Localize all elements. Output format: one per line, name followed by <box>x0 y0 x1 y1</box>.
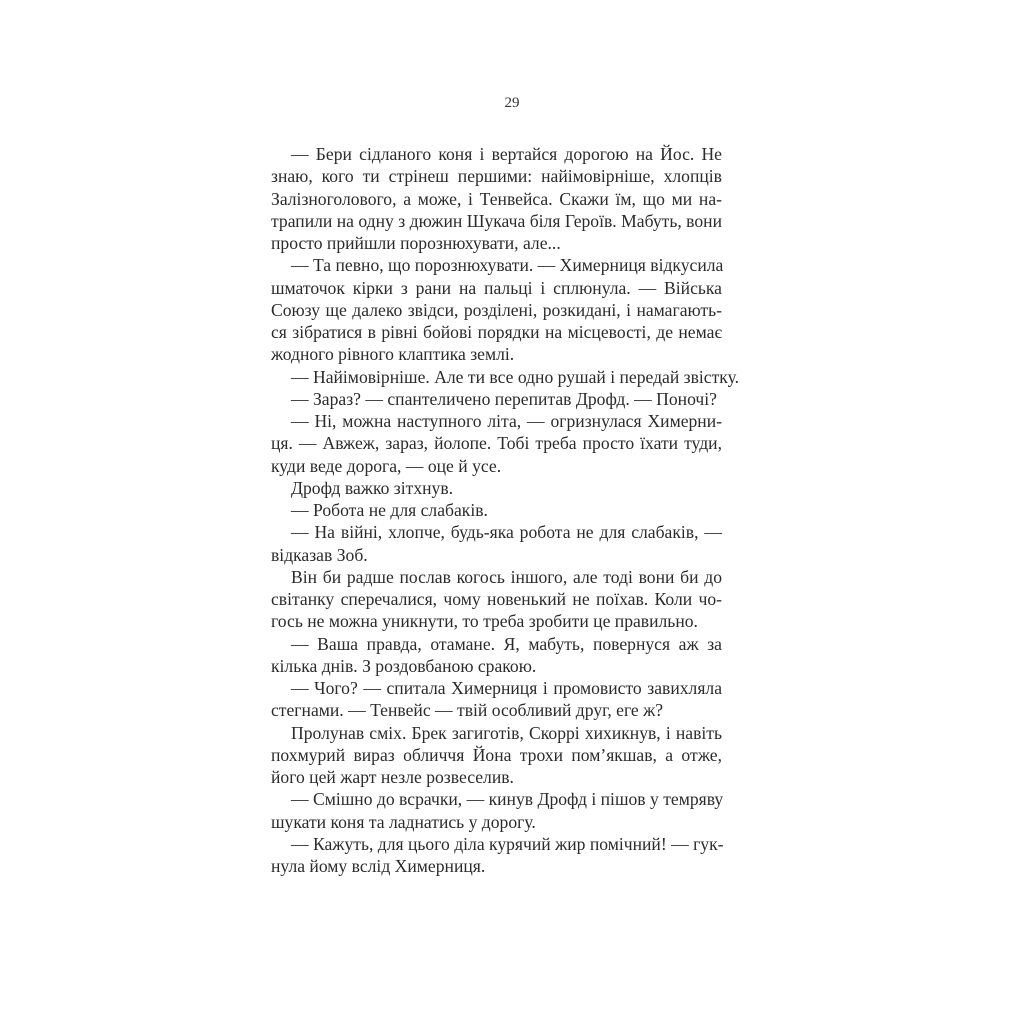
text-line: Він би радше послав когось іншого, але тоді вони би до <box>291 566 722 587</box>
text-line: гось не можна уникнути, то треба зробити це правильно. <box>271 611 698 632</box>
text-line: Пролунав сміх. Брек загиготів, Скоррі хихикнув, і навіть <box>291 722 722 743</box>
text-line: — Робота не для слабаків. <box>291 500 488 520</box>
text-line: просто прийшли порознюхувати, але... <box>271 233 561 253</box>
text-line: — Чого? — спитала Химерниця і промовисто завихляла <box>291 678 722 698</box>
body-text <box>271 143 740 877</box>
text-line: жодного рівного клаптика землі. <box>271 344 515 365</box>
text-line: куди веде дорога, — оце й усе. <box>271 455 502 476</box>
text-line: Залізноголового, а може, і Тенвейса. Скажи їм, що ми на- <box>271 188 722 209</box>
text-line: ця. — Авжеж, зараз, йолопе. Тобі треба просто їхати туди, <box>271 433 722 454</box>
text-line: — Ваша правда, отамане. Я, мабуть, повернуся аж за <box>291 633 722 654</box>
text-line: — Зараз? — спантеличено перепитав Дрофд. — Поночі? <box>291 388 717 409</box>
text-line: — Та певно, що порознюхувати. — Химерниця відкусила <box>291 255 724 276</box>
text-line: нула йому вслід Химерниця. <box>271 856 486 876</box>
text-line: стегнами. — Тенвейс — твій особливий друг, еге ж? <box>271 700 664 721</box>
text-line: — Кажуть, для цього діла курячий жир помічний! — гук- <box>291 833 724 854</box>
text-line: світанку сперечалися, чому новенький не поїхав. Коли чо- <box>271 589 722 609</box>
text-line: шматочок кірки з рани на пальці і сплюнула. — Війська <box>271 277 722 298</box>
text-line: — Найімовірніше. Але ти все одно рушай і передай звістку. <box>291 366 740 387</box>
text-line: — Ні, можна наступного літа, — огризнулася Химерни- <box>291 411 722 431</box>
text-line: — На війні, хлопче, будь-яка робота не для слабаків, — <box>291 522 722 543</box>
text-line: Союзу ще далеко звідси, розділені, розкидані, і намагають- <box>271 299 722 320</box>
text-line: — Бери сідланого коня і вертайся дорогою на Йос. Не <box>291 144 722 164</box>
text-line: його цей жарт незле розвеселив. <box>271 767 514 787</box>
text-line: похмурий вираз обличчя Йона трохи пом’якшав, а отже, <box>271 744 722 765</box>
text-line: відказав Зоб. <box>271 544 368 565</box>
text-line: Дрофд важко зітхнув. <box>291 477 454 498</box>
text-line: трапили на одну з дюжин Шукача біля Героїв. Мабуть, вони <box>271 210 722 231</box>
page-number: 29 <box>504 95 520 111</box>
text-line: знаю, кого ти стрінеш першими: найімовірніше, хлопців <box>271 166 722 187</box>
text-line: кілька днів. З роздовбаною сракою. <box>271 655 537 676</box>
text-line: шукати коня та ладнатись у дорогу. <box>271 811 536 832</box>
text-line: ся зібратися в рівні бойові порядки на місцевості, де немає <box>271 322 722 342</box>
text-line: — Смішно до всрачки, — кинув Дрофд і пішов у темряву <box>291 789 724 810</box>
